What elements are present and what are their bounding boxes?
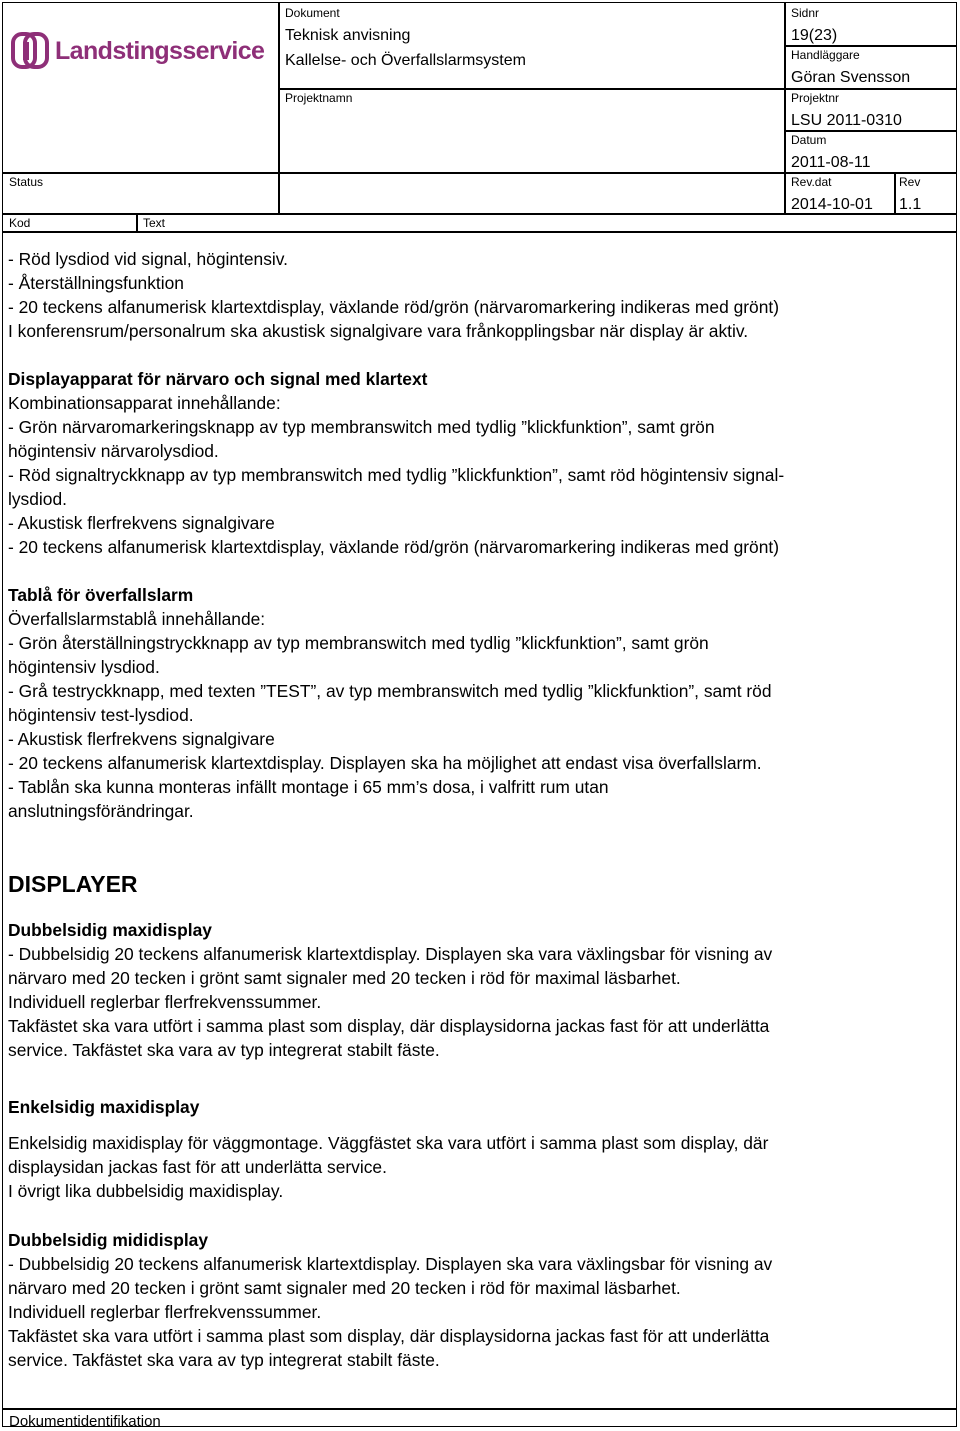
paragraph: Individuell reglerbar flerfrekvenssummer. bbox=[8, 992, 322, 1012]
paragraph: I övrigt lika dubbelsidig maxidisplay. bbox=[8, 1181, 284, 1201]
paragraph: - Akustisk flerfrekvens signalgivare bbox=[8, 513, 275, 533]
paragraph: Kombinationsapparat innehållande: bbox=[8, 393, 281, 413]
paragraph: - 20 teckens alfanumerisk klartextdisplay, växlande röd/grön (närvaromarkering indikeras med grönt) bbox=[8, 537, 780, 557]
paragraph: Takfästet ska vara utfört i samma plast som display, där displaysidorna jackas fast för att underlätta bbox=[8, 1016, 770, 1036]
section-heading: Enkelsidig maxidisplay bbox=[8, 1097, 200, 1117]
paragraph: - Grön närvaromarkeringsknapp av typ membranswitch med tydlig ”klickfunktion”, samt grön bbox=[8, 417, 715, 437]
projektnr-label: Projektnr bbox=[791, 91, 840, 105]
section-heading: Displayapparat för närvaro och signal med klartext bbox=[8, 369, 428, 389]
footer-divider bbox=[2, 1408, 956, 1410]
paragraph: - 20 teckens alfanumerisk klartextdisplay. Displayen ska ha möjlighet att endast visa överfallslarm. bbox=[8, 753, 762, 773]
datum-label: Datum bbox=[791, 133, 827, 147]
paragraph: - Dubbelsidig 20 teckens alfanumerisk klartextdisplay. Displayen ska vara växlingsbar för visning av bbox=[8, 1254, 773, 1274]
sidnr-label: Sidnr bbox=[791, 6, 820, 20]
paragraph: - 20 teckens alfanumerisk klartextdisplay, växlande röd/grön (närvaromarkering indikeras med grönt) bbox=[8, 297, 780, 317]
paragraph: - Röd signaltryckknapp av typ membranswitch med tydlig ”klickfunktion”, samt röd högintensiv signal- bbox=[8, 465, 785, 485]
footer-label: Dokumentidentifikation bbox=[9, 1413, 161, 1430]
kod-label: Kod bbox=[9, 216, 31, 230]
paragraph: Takfästet ska vara utfört i samma plast som display, där displaysidorna jackas fast för att underlätta bbox=[8, 1326, 770, 1346]
projektnr-value: LSU 2011-0310 bbox=[791, 112, 902, 129]
paragraph: närvaro med 20 tecken i grönt samt signaler med 20 tecken i röd för maximal läsbarhet. bbox=[8, 968, 681, 988]
paragraph: - Tablån ska kunna monteras infällt montage i 65 mm’s dosa, i valfritt rum utan bbox=[8, 777, 609, 797]
datum-value: 2011-08-11 bbox=[791, 154, 871, 171]
logo-icon bbox=[11, 31, 49, 71]
paragraph: högintensiv lysdiod. bbox=[8, 657, 160, 677]
paragraph: I konferensrum/personalrum ska akustisk signalgivare vara frånkopplingsbar när display är aktiv. bbox=[8, 321, 749, 341]
document-body bbox=[8, 247, 948, 1372]
paragraph: service. Takfästet ska vara av typ integrerat stabilt fäste. bbox=[8, 1040, 440, 1060]
paragraph: - Dubbelsidig 20 teckens alfanumerisk klartextdisplay. Displayen ska vara växlingsbar för visning av bbox=[8, 944, 773, 964]
handlaggare-label: Handläggare bbox=[791, 48, 860, 62]
paragraph: - Röd lysdiod vid signal, högintensiv. bbox=[8, 249, 289, 269]
chapter-heading: DISPLAYER bbox=[8, 871, 138, 897]
paragraph: displaysidan jackas fast för att underlätta service. bbox=[8, 1157, 387, 1177]
section-heading: Dubbelsidig mididisplay bbox=[8, 1230, 209, 1250]
paragraph: Individuell reglerbar flerfrekvenssummer. bbox=[8, 1302, 322, 1322]
logo-text: Landstingsservice bbox=[55, 36, 265, 65]
dokument-label: Dokument bbox=[285, 6, 340, 20]
section-heading: Dubbelsidig maxidisplay bbox=[8, 920, 212, 940]
text-label: Text bbox=[143, 216, 166, 230]
paragraph: - Akustisk flerfrekvens signalgivare bbox=[8, 729, 275, 749]
paragraph: - Grå testryckknapp, med texten ”TEST”, av typ membranswitch med tydlig ”klickfunktion”, samt röd bbox=[8, 681, 772, 701]
sidnr-value: 19(23) bbox=[791, 27, 838, 44]
landstingsservice-logo bbox=[11, 31, 264, 71]
document-header bbox=[0, 0, 960, 233]
paragraph: Överfallslarmstablå innehållande: bbox=[8, 609, 266, 629]
paragraph: Enkelsidig maxidisplay för väggmontage. Väggfästet ska vara utfört i samma plast som display, där bbox=[8, 1133, 769, 1153]
paragraph: lysdiod. bbox=[8, 489, 67, 509]
revdat-value: 2014-10-01 bbox=[791, 196, 873, 213]
paragraph: högintensiv närvarolysdiod. bbox=[8, 441, 219, 461]
rev-value: 1.1 bbox=[899, 196, 922, 213]
handlaggare-value: Göran Svensson bbox=[791, 69, 911, 86]
dokument-subtitle: Kallelse- och Överfallslarmsystem bbox=[285, 52, 526, 69]
paragraph: - Återställningsfunktion bbox=[8, 273, 184, 293]
section-heading: Tablå för överfallslarm bbox=[8, 585, 194, 605]
paragraph: anslutningsförändringar. bbox=[8, 801, 194, 821]
projektnamn-label: Projektnamn bbox=[285, 91, 353, 105]
paragraph: högintensiv test-lysdiod. bbox=[8, 705, 194, 725]
status-label: Status bbox=[9, 175, 44, 189]
paragraph: närvaro med 20 tecken i grönt samt signaler med 20 tecken i röd för maximal läsbarhet. bbox=[8, 1278, 681, 1298]
paragraph: service. Takfästet ska vara av typ integrerat stabilt fäste. bbox=[8, 1350, 440, 1370]
paragraph: - Grön återställningstryckknapp av typ membranswitch med tydlig ”klickfunktion”, samt grön bbox=[8, 633, 709, 653]
rev-label: Rev bbox=[899, 175, 921, 189]
revdat-label: Rev.dat bbox=[791, 175, 832, 189]
dokument-title: Teknisk anvisning bbox=[285, 27, 411, 44]
